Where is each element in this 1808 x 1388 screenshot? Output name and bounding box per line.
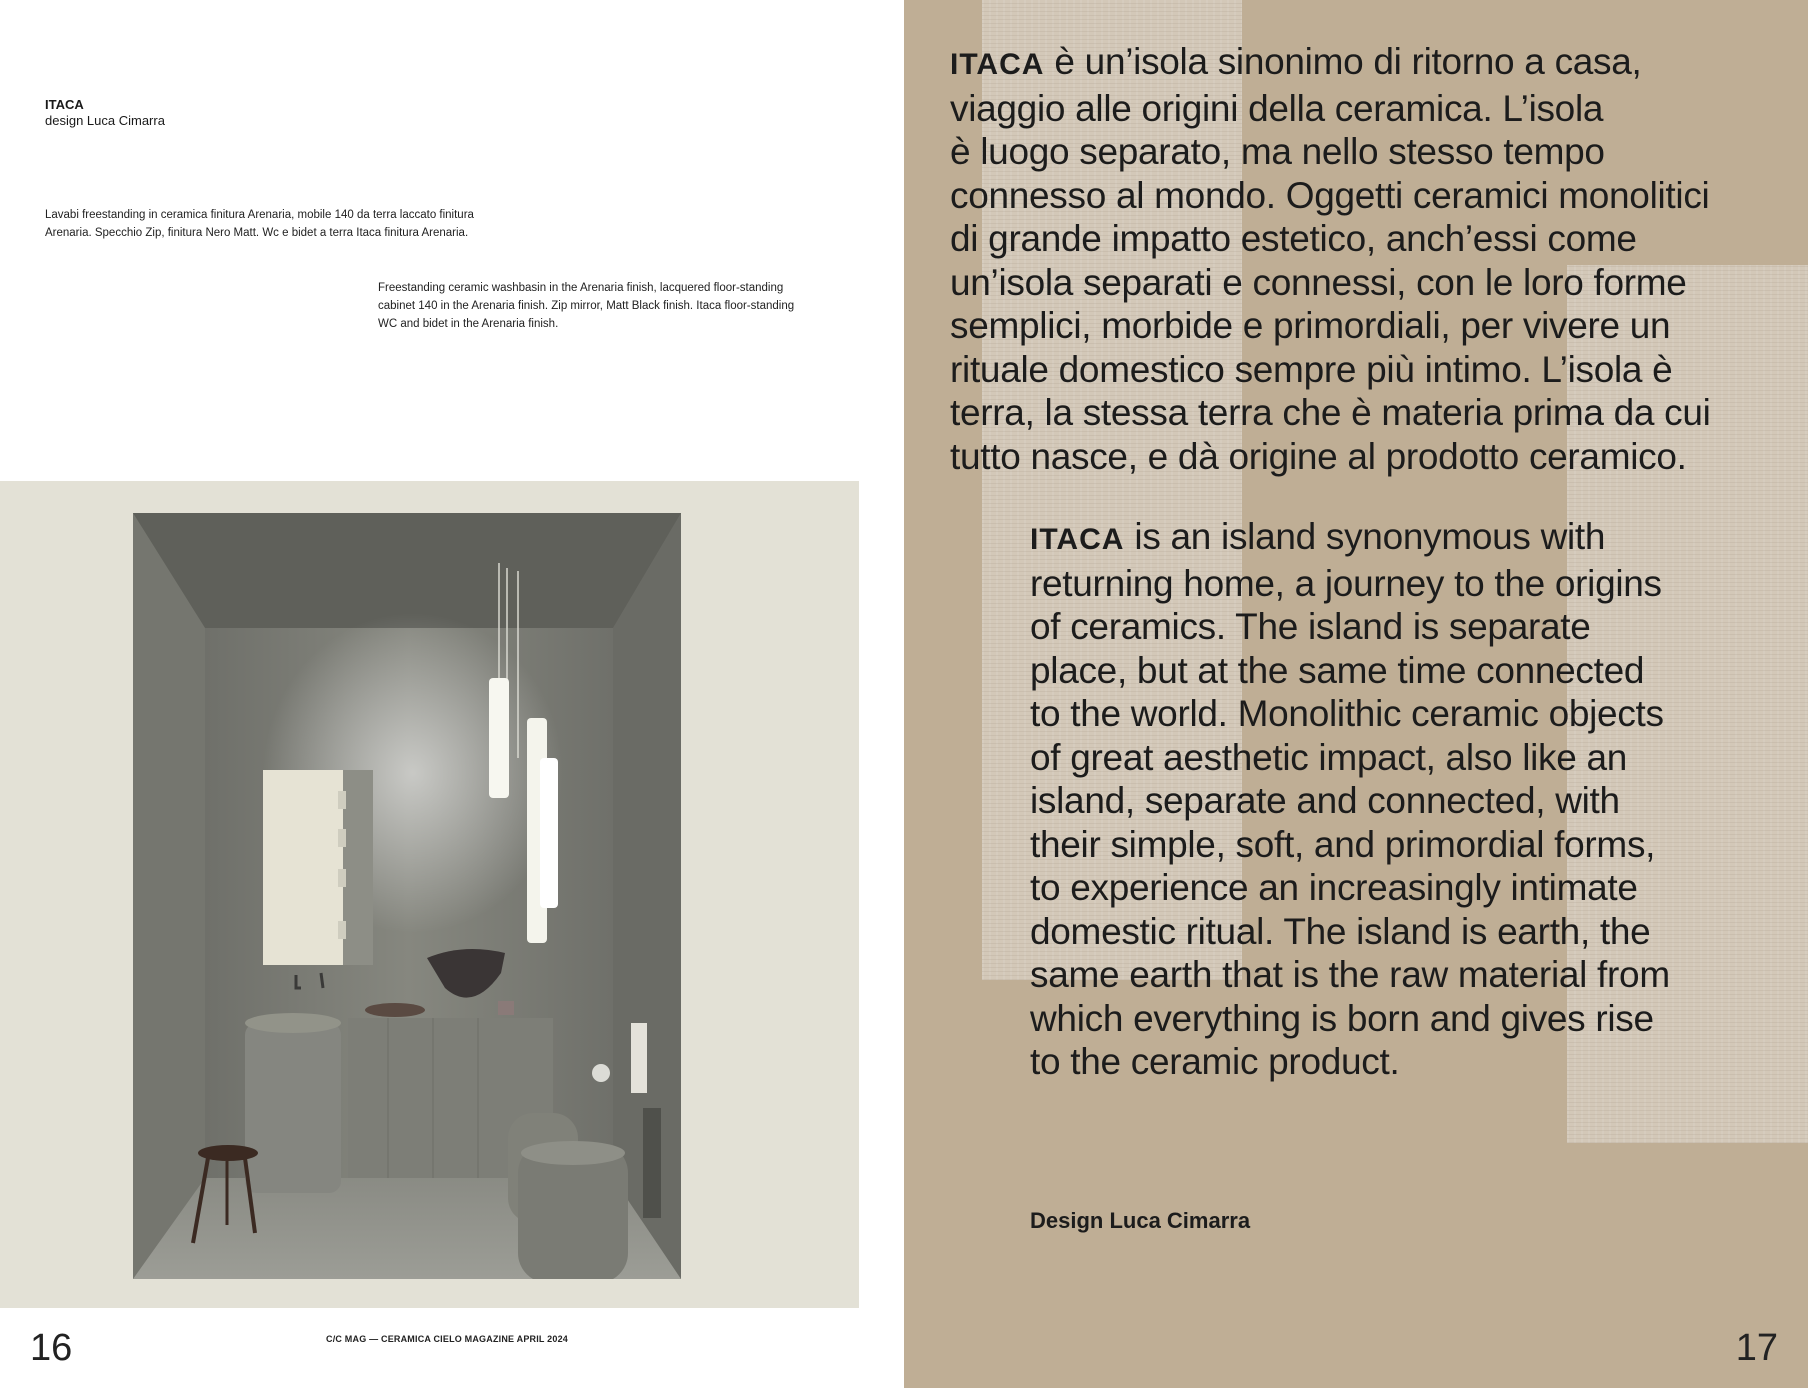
design-credit: Design Luca Cimarra — [1030, 1208, 1251, 1233]
credit-designer: design Luca Cimarra — [45, 113, 165, 128]
en-line: returning home, a journey to the origins — [1030, 562, 1662, 604]
en-line: of great aesthetic impact, also like an — [1030, 736, 1628, 778]
it-line: terra, la stessa terra che è materia prima da cui — [950, 392, 1711, 433]
en-line: ITACA is an island synonymous with — [1030, 516, 1606, 557]
en-line: which everything is born and gives rise — [1030, 997, 1654, 1039]
ceiling — [133, 513, 681, 628]
en-line: island, separate and connected, with — [1030, 780, 1620, 821]
it-line: semplici, morbide e primordiali, per vivere un — [950, 305, 1671, 346]
body-text-italian — [950, 40, 1790, 478]
washbasin — [245, 1023, 341, 1193]
en-line: their simple, soft, and primordial forms, — [1030, 823, 1656, 865]
it-line: connesso al mondo. Oggetti ceramici monolitici — [950, 174, 1710, 216]
en-line: domestic ritual. The island is earth, the — [1030, 910, 1651, 952]
caption-en-line: cabinet 140 in the Arenaria finish. Zip mirror, Matt Black finish. Itaca floor-standing — [378, 300, 795, 312]
page-number-left: 16 — [30, 1327, 73, 1369]
page-number-right: 17 — [1735, 1327, 1778, 1369]
left-wall — [133, 513, 205, 1279]
bathroom-photo — [133, 513, 681, 1279]
en-line: same earth that is the raw material from — [1030, 954, 1670, 995]
en-line: to the ceramic product. — [1030, 1041, 1400, 1082]
it-line: è luogo separato, ma nello stesso tempo — [950, 131, 1605, 172]
body-text-english — [1030, 515, 1790, 1084]
pendant-lamp — [540, 758, 558, 908]
footer-title: C/C MAG — CERAMICA CIELO MAGAZINE APRIL 2024 — [326, 1334, 568, 1344]
en-line: place, but at the same time connected — [1030, 649, 1645, 691]
it-line: un’isola separati e connessi, con le loro forme — [950, 261, 1687, 303]
it-lead: ITACA — [950, 48, 1045, 81]
caption-italian — [45, 206, 525, 242]
it-line: ITACA è un’isola sinonimo di ritorno a casa, — [950, 41, 1642, 82]
pendant-lamp — [489, 678, 509, 798]
right-page — [904, 0, 1808, 1388]
mirror — [263, 770, 343, 965]
it-line: di grande impatto estetico, anch’essi come — [950, 218, 1637, 259]
en-line: to experience an increasingly intimate — [1030, 867, 1638, 908]
caption-english — [378, 279, 838, 333]
caption-en-line: WC and bidet in the Arenaria finish. — [378, 318, 559, 330]
it-line: viaggio alle origini della ceramica. L’isola — [950, 87, 1604, 129]
it-line: tutto nasce, e dà origine al prodotto ceramico. — [950, 435, 1687, 477]
en-line: to the world. Monolithic ceramic objects — [1030, 693, 1664, 734]
credit-title: ITACA — [45, 97, 84, 112]
caption-en-line: Freestanding ceramic washbasin in the Arenaria finish, lacquered floor-standing — [378, 282, 784, 294]
it-line: rituale domestico sempre più intimo. L’isola è — [950, 348, 1673, 390]
en-line: of ceramics. The island is separate — [1030, 606, 1591, 647]
en-lead: ITACA — [1030, 523, 1125, 556]
caption-it-line: Arenaria. Specchio Zip, finitura Nero Matt. Wc e bidet a terra Itaca finitura Arenaria. — [45, 227, 469, 239]
caption-it-line: Lavabi freestanding in ceramica finitura Arenaria, mobile 140 da terra laccato finitura — [45, 209, 474, 221]
